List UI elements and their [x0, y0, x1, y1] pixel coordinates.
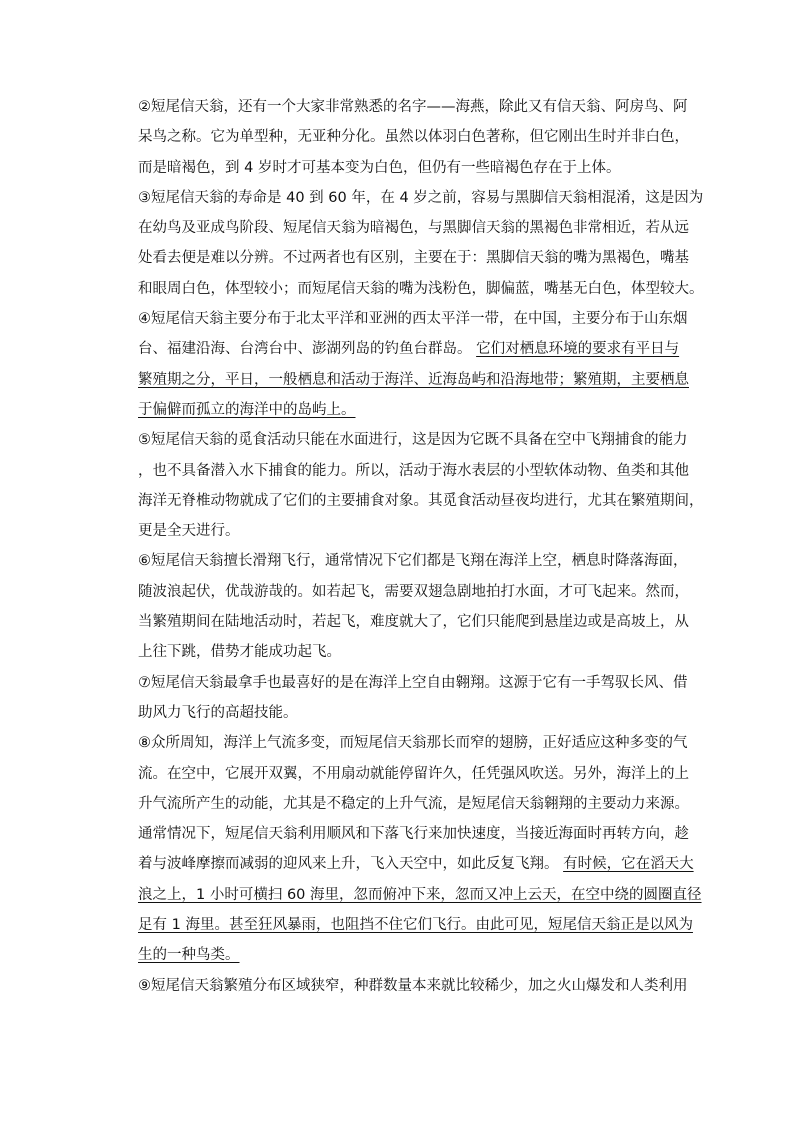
line-text: 着与波峰摩擦而减弱的迎风来上升，飞入天空中，如此反复飞翔。 [138, 856, 564, 873]
text-line [138, 880, 702, 910]
text-line [138, 698, 675, 728]
text-line [138, 334, 680, 364]
text-line [138, 940, 675, 970]
line-text: 而是暗褐色，到 4 岁时才可基本变为白色，但仍有一些暗褐色存在于上体。 [138, 159, 621, 176]
text-line [138, 153, 675, 183]
text-line [138, 849, 694, 879]
line-text: 台、福建沿海、台湾台中、澎湖列岛的钓鱼台群岛。 [138, 341, 477, 358]
text-line [138, 395, 675, 425]
text-line [138, 577, 689, 607]
text-line [138, 183, 704, 213]
line-text: 助风力飞行的高超技能。 [138, 704, 298, 721]
text-line [138, 759, 689, 789]
line-text: ⑧众所周知，海洋上气流多变，而短尾信天翁那长而窄的翅膀，正好适应这种多变的气 [138, 735, 688, 752]
underlined-text: 足有 1 海里。甚至狂风暴雨，也阻挡不住它们飞行。由此可见，短尾信天翁正是以风为 [138, 917, 693, 934]
line-text: 海洋无脊椎动物就成了它们的主要捕食对象。其觅食活动昼夜均进行，尤其在繁殖期间， [138, 492, 704, 509]
text-line [138, 425, 688, 455]
text-line [138, 971, 688, 1001]
text-line [138, 516, 675, 546]
underlined-text: 繁殖期之分，平日，一般栖息和活动于海洋、近海岛屿和沿海地带；繁殖期，主要栖息 [138, 371, 689, 388]
line-text: 处看去便是难以分辨。不过两者也有区别，主要在于：黑脚信天翁的嘴为黑褐色，嘴基 [138, 250, 689, 267]
text-line [138, 789, 689, 819]
text-line [138, 728, 688, 758]
line-text: 呆鸟之称。它为单型种，无亚种分化。虽然以体羽白色著称，但它刚出生时并非白色， [138, 129, 689, 146]
line-text: ②短尾信天翁，还有一个大家非常熟悉的名字——海燕，除此又有信天翁、阿房鸟、阿 [138, 99, 688, 115]
underlined-text: 有时候，它在滔天大 [563, 856, 694, 873]
line-text: ③短尾信天翁的寿命是 40 到 60 年，在 4 岁之前，容易与黑脚信天翁相混淆，这是因为 [138, 189, 704, 206]
text-line [138, 668, 688, 698]
text-line [138, 819, 689, 849]
underlined-text: 生的一种鸟类。 [138, 947, 240, 964]
line-text: ⑥短尾信天翁擅长滑翔飞行，通常情况下它们都是飞翔在海洋上空，栖息时降落海面， [138, 553, 688, 570]
text-line [138, 365, 689, 395]
line-text: 在幼鸟及亚成鸟阶段、短尾信天翁为暗褐色，与黑脚信天翁的黑褐色非常相近，若从远 [138, 220, 689, 237]
line-text: 更是全天进行。 [138, 523, 240, 540]
line-text: 流。在空中，它展开双翼，不用扇动就能停留许久，任凭强风吹送。另外，海洋上的上 [138, 765, 689, 782]
line-text: ⑤短尾信天翁的觅食活动只能在水面进行，这是因为它既不具备在空中飞翔捕食的能力 [138, 432, 688, 449]
underlined-text: 浪之上，1 小时可横扫 60 海里，忽而俯冲下来，忽而又冲上云天，在空中绕的圆圈直径 [138, 886, 702, 903]
line-text: 随波浪起伏，优哉游哉的。如若起飞，需要双翅急剧地拍打水面，才可飞起来。然而， [138, 583, 689, 600]
text-line [138, 92, 688, 122]
line-text: ⑦短尾信天翁最拿手也最喜好的是在海洋上空自由翱翔。这源于它有一手驾驭长风、借 [138, 674, 688, 691]
underlined-text: 于偏僻而孤立的海洋中的岛屿上。 [138, 401, 356, 418]
document-page [138, 92, 704, 1001]
underlined-text: 它们对栖息环境的要求有平日与 [476, 341, 680, 358]
text-line [138, 122, 689, 152]
text-line [138, 486, 704, 516]
line-text: ④短尾信天翁主要分布于北太平洋和亚洲的西太平洋一带，在中国，主要分布于山东烟 [138, 311, 688, 328]
line-text: 通常情况下，短尾信天翁利用顺风和下落飞行来加快速度，当接近海面时再转方向，趁 [138, 826, 689, 843]
text-line [138, 243, 689, 273]
text-line [138, 607, 689, 637]
line-text: ⑨短尾信天翁繁殖分布区域狭窄，种群数量本来就比较稀少，加之火山爆发和人类利用 [138, 977, 688, 994]
text-line [138, 910, 693, 940]
text-line [138, 213, 689, 243]
text-line [138, 637, 675, 667]
line-text: 上往下跳，借势才能成功起飞。 [138, 644, 341, 661]
line-text: 当繁殖期间在陆地活动时，若起飞，难度就大了，它们只能爬到悬崖边或是高坡上，从 [138, 614, 689, 631]
line-text: 和眼周白色，体型较小；而短尾信天翁的嘴为浅粉色，脚偏蓝，嘴基无白色，体型较大。 [138, 280, 704, 297]
text-line [138, 546, 688, 576]
line-text: 升气流所产生的动能，尤其是不稳定的上升气流，是短尾信天翁翱翔的主要动力来源。 [138, 795, 689, 812]
text-line [138, 456, 689, 486]
text-line [138, 304, 688, 334]
line-text: ，也不具备潜入水下捕食的能力。所以，活动于海水表层的小型软体动物、鱼类和其他 [138, 462, 689, 479]
text-line [138, 274, 704, 304]
